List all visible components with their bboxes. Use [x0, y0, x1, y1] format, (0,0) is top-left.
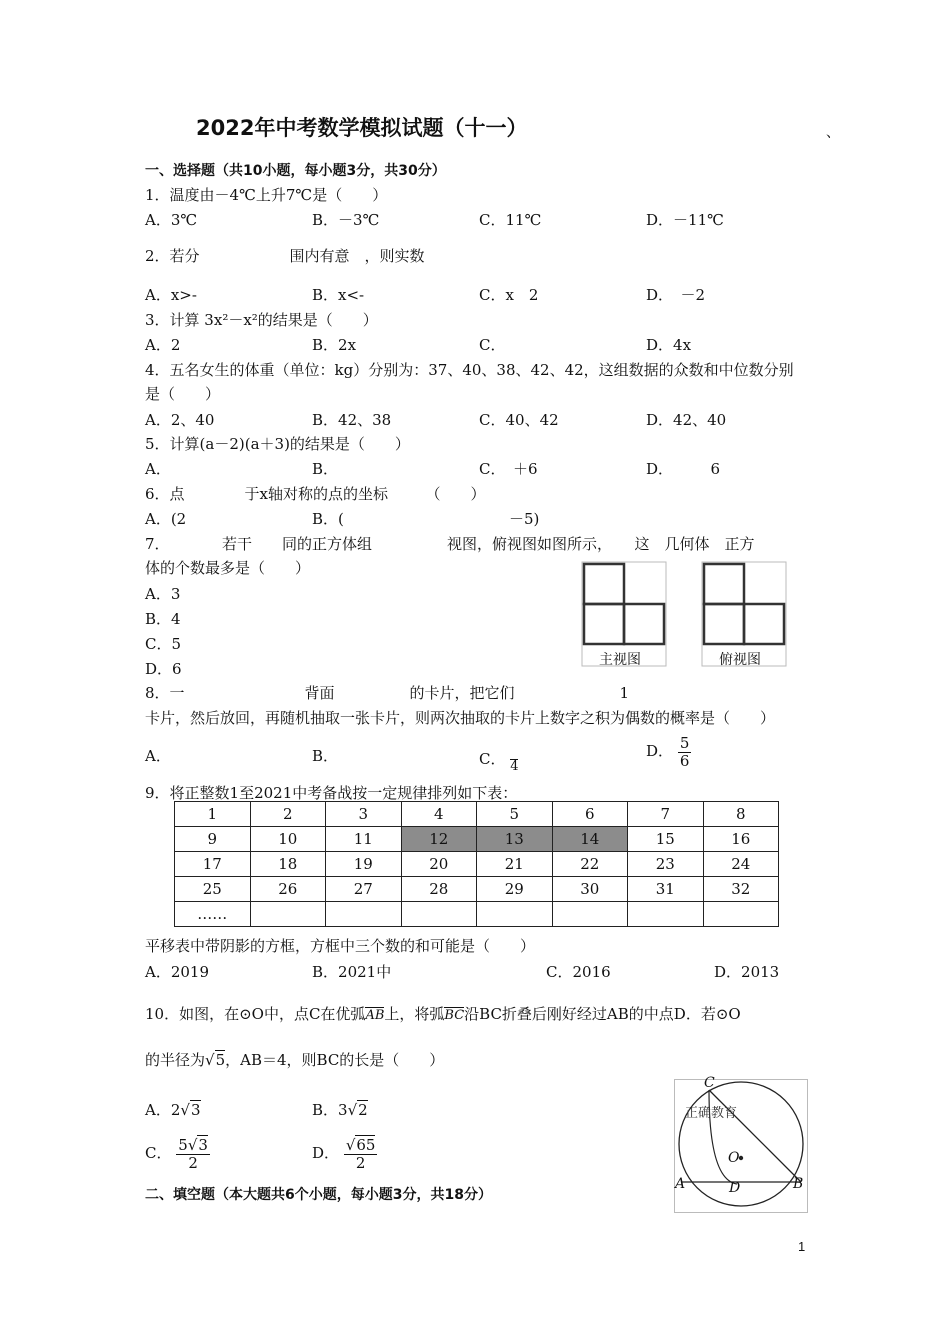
table-cell: [250, 902, 326, 927]
q8-option-d-label: D．: [646, 742, 674, 760]
table-cell: ……: [175, 902, 251, 927]
table-cell: 30: [552, 877, 628, 902]
q7-option-c: C．5: [145, 635, 182, 653]
q8-option-c-label: C．: [479, 749, 506, 768]
table-cell: 31: [628, 877, 704, 902]
q8-d-numerator: 5: [679, 734, 690, 752]
q9-option-c: C．2016: [546, 963, 611, 981]
q7-option-d: D．6: [145, 660, 182, 678]
q6-option-b: B．(: [312, 510, 344, 528]
q10-c-num-coef: 5: [178, 1136, 188, 1154]
q10-option-c-fraction: [176, 1137, 210, 1171]
table-row: [175, 877, 779, 902]
question-1-stem: 1．温度由－4℃上升7℃是（ ）: [145, 186, 388, 204]
table-cell: 21: [477, 852, 553, 877]
q4-option-b: B．42、38: [312, 411, 392, 429]
table-cell: 28: [401, 877, 477, 902]
table-cell: [401, 902, 477, 927]
table-row: [175, 902, 779, 927]
q4-option-c: C．40、42: [479, 411, 559, 429]
q10-ab-text: ，AB＝4，则BC的长是（ ）: [225, 1051, 445, 1069]
q8-option-d: [646, 735, 691, 769]
q1-option-b: B．－3℃: [312, 211, 380, 229]
point-b-label: B: [793, 1176, 804, 1192]
q7-option-a: A．3: [145, 585, 181, 603]
table-cell: 8: [703, 802, 779, 827]
q4-option-a: A．2、40: [145, 411, 215, 429]
q10-option-b-radicand: 2: [358, 1101, 368, 1119]
q10-option-d: [312, 1137, 377, 1171]
circle-diagram: [675, 1080, 807, 1212]
table-cell: 23: [628, 852, 704, 877]
q10-d-denominator: 2: [355, 1153, 366, 1172]
q10-c-numerator: 5√3: [178, 1136, 208, 1154]
q8-c-denominator: 4: [510, 759, 519, 775]
table-cell: 14: [552, 827, 628, 852]
table-cell: 29: [477, 877, 553, 902]
question-3-stem: 3．计算 3x²－x²的结果是（ ）: [145, 311, 378, 329]
table-cell: [628, 902, 704, 927]
q10-option-a: A．2√3: [145, 1101, 201, 1119]
q3-option-c: C．: [479, 336, 506, 354]
table-cell: 7: [628, 802, 704, 827]
q2-option-c: C．x 2: [479, 286, 539, 304]
table-cell: 10: [250, 827, 326, 852]
question-8-stem-cont: 卡片，然后放回，再随机抽取一张卡片，则两次抽取的卡片上数字之积为偶数的概率是（ ）: [145, 709, 776, 727]
q10-arc-ab: AB: [365, 1008, 385, 1023]
table-cell: [326, 902, 402, 927]
q10-option-b-label: B．3: [312, 1101, 348, 1119]
table-cell: 13: [477, 827, 553, 852]
question-7-stem-cont: 体的个数最多是（ ）: [145, 559, 311, 577]
point-a-label: A: [675, 1176, 686, 1192]
table-cell: 15: [628, 827, 704, 852]
table-cell: 1: [175, 802, 251, 827]
table-row: [175, 827, 779, 852]
table-cell: 16: [703, 827, 779, 852]
table-cell: 4: [401, 802, 477, 827]
table-cell: 20: [401, 852, 477, 877]
q6-option-a: A．(2: [145, 510, 187, 528]
q3-option-d: D．4x: [646, 336, 692, 354]
q9-option-a: A．2019: [145, 963, 210, 981]
question-2-stem: 2．若分 围内有意 ，则实数: [145, 247, 425, 265]
corner-mark: 、: [826, 125, 840, 141]
q3-option-a: A．2: [145, 336, 181, 354]
point-c-label: C: [704, 1075, 715, 1091]
table-cell: 24: [703, 852, 779, 877]
q2-option-a: A．x>-: [145, 286, 197, 304]
table-cell: 25: [175, 877, 251, 902]
q10-option-a-label: A．2: [145, 1101, 181, 1119]
q10-d-numerator: √65: [345, 1136, 376, 1154]
q8-option-d-fraction: [678, 735, 692, 769]
table-cell: 11: [326, 827, 402, 852]
page-title: 2022年中考数学模拟试题（十一）: [196, 116, 528, 140]
table-cell: [552, 902, 628, 927]
q3-option-b: B．2x: [312, 336, 357, 354]
q1-option-c: C．11℃: [479, 211, 542, 229]
question-7-stem: 7． 若干 同的正方体组 视图，俯视图如图所示， 这 几何体 正方: [145, 535, 755, 553]
q10-c-denominator: 2: [188, 1153, 198, 1172]
front-view-label: 主视图: [599, 652, 641, 668]
q10-option-d-label: D．: [312, 1144, 340, 1162]
q10-c-num-radicand: 3: [198, 1136, 208, 1154]
table-row: [175, 852, 779, 877]
q10-sqrt5: 5: [215, 1051, 226, 1069]
q7-option-b: B．4: [145, 610, 181, 628]
q10-stem-part2: 上，将弧: [384, 1005, 445, 1023]
table-cell: 19: [326, 852, 402, 877]
question-9-stem: 9．将正整数1至2021中考备战按一定规律排列如下表：: [145, 784, 518, 802]
q10-stem-part1: 10．如图，在⊙O中，点C在优弧: [145, 1005, 366, 1023]
table-cell: 26: [250, 877, 326, 902]
point-d-label: D: [729, 1180, 741, 1196]
q10-option-b: B．3√2: [312, 1101, 368, 1119]
question-10-stem: [145, 1003, 741, 1024]
q10-option-d-fraction: [344, 1137, 378, 1171]
table-cell: 32: [703, 877, 779, 902]
q5-option-b: B．: [312, 460, 339, 478]
point-o-label: O: [728, 1150, 740, 1166]
table-cell: 2: [250, 802, 326, 827]
table-cell: 22: [552, 852, 628, 877]
q5-option-c: C． ＋6: [479, 460, 538, 478]
table-cell: 17: [175, 852, 251, 877]
table-cell: 9: [175, 827, 251, 852]
section-heading-fill: 二、填空题（本大题共6个小题，每小题3分，共18分）: [145, 1187, 492, 1203]
question-5-stem: 5．计算(a－2)(a＋3)的结果是（ ）: [145, 435, 410, 453]
q10-stem-part3: 沿BC折叠后刚好经过AB的中点D．若⊙O: [464, 1005, 741, 1023]
number-table: [174, 801, 779, 927]
table-cell: 27: [326, 877, 402, 902]
table-cell: 18: [250, 852, 326, 877]
q10-option-a-radicand: 3: [190, 1101, 201, 1119]
q10-option-c: [145, 1137, 210, 1171]
q9-option-d: D．2013: [714, 963, 780, 981]
question-4-stem-cont: 是（ ）: [145, 385, 221, 403]
table-cell: 3: [326, 802, 402, 827]
watermark-text: 正确教育: [685, 1106, 738, 1121]
q10-option-c-label: C．: [145, 1144, 172, 1162]
table-cell: 6: [552, 802, 628, 827]
q10-d-num-radicand: 65: [356, 1136, 376, 1154]
table-cell: [703, 902, 779, 927]
q8-option-b: B．: [312, 747, 339, 765]
q10-circle-figure: [674, 1075, 808, 1213]
q1-option-d: D．－11℃: [646, 211, 724, 229]
q2-option-b: B．x<-: [312, 286, 365, 304]
question-8-stem: 8．一 背面 的卡片，把它们 1: [145, 684, 825, 702]
q2-option-d: D． －2: [646, 286, 706, 304]
top-view-label: 俯视图: [719, 652, 761, 668]
question-9-stem-cont: 平移表中带阴影的方框，方框中三个数的和可能是（ ）: [145, 937, 536, 955]
q10-arc-bc: BC: [444, 1008, 465, 1023]
q10-radius-text: 的半径为: [145, 1051, 206, 1069]
q9-option-b: B．2021中: [312, 963, 392, 981]
question-4-stem: 4．五名女生的体重（单位：kg）分别为：37、40、38、42、42，这组数据的众数和中位数分别: [145, 361, 794, 379]
q5-option-a: A．: [145, 460, 171, 478]
q8-option-c-fraction: [510, 745, 518, 775]
section-heading-choice: 一、选择题（共10小题，每小题3分，共30分）: [145, 163, 446, 179]
question-6-stem: 6．点 于x轴对称的点的坐标 （ ）: [145, 485, 486, 503]
q8-option-a: A．: [145, 747, 171, 765]
page-number: 1: [798, 1239, 806, 1254]
q5-option-d: D． 6: [646, 460, 721, 478]
q6-option-c: －5): [479, 510, 540, 528]
table-row: [175, 802, 779, 827]
q4-option-d: D．42、40: [646, 411, 727, 429]
table-cell: [477, 902, 553, 927]
q8-option-c: [479, 745, 519, 775]
q1-option-a: A．3℃: [145, 211, 198, 229]
table-cell: 5: [477, 802, 553, 827]
table-cell: 12: [401, 827, 477, 852]
question-10-stem-cont: 的半径为√5，AB＝4，则BC的长是（ ）: [145, 1051, 445, 1069]
q8-d-denominator: 6: [679, 751, 690, 770]
